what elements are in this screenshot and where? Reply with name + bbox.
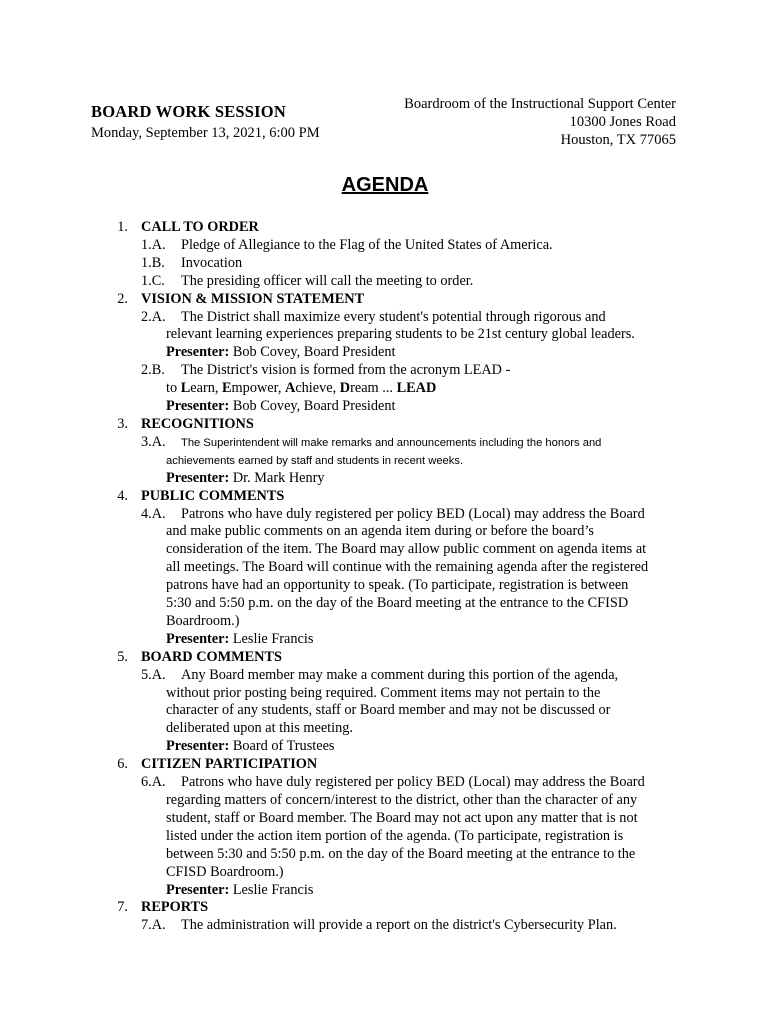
subitem-text: The Superintendent will make remarks and announcements including the honors and — [181, 436, 602, 449]
subitem-label: 6.A. — [141, 774, 166, 791]
meeting-title: BOARD WORK SESSION — [91, 102, 286, 121]
subitem-text: The District shall maximize every student's potential through rigorous and — [181, 308, 606, 325]
subitem-label: 3.A. — [141, 433, 166, 450]
agenda-subitem — [141, 506, 690, 649]
subitem-line — [141, 792, 690, 810]
item-heading: RECOGNITIONS — [141, 415, 254, 432]
subitem-label: 7.A. — [141, 917, 166, 934]
presenter-label: Presenter: — [166, 344, 230, 361]
item-heading: PUBLIC COMMENTS — [141, 487, 285, 504]
subitem-line — [141, 255, 690, 273]
agenda-subitem — [141, 667, 690, 757]
subitem-line — [141, 523, 690, 541]
presenter-label: Presenter: — [166, 738, 230, 755]
acronym-prefix: to — [166, 380, 181, 397]
subitem-line — [141, 309, 690, 327]
subitem-text: character of any students, staff or Board member and may not be discussed or — [166, 702, 611, 719]
acronym-letter: E — [222, 380, 232, 397]
agenda-subitem — [141, 309, 690, 363]
subitem-text: deliberated upon at this meeting. — [166, 720, 353, 737]
meeting-date: Monday, September 13, 2021, 6:00 PM — [91, 125, 320, 141]
presenter-label: Presenter: — [166, 398, 230, 415]
subitem-text: between 5:30 and 5:50 p.m. on the day of the Board meeting at the entrance to the — [166, 845, 636, 862]
item-heading: CALL TO ORDER — [141, 219, 259, 235]
location-line: Boardroom of the Instructional Support Center — [404, 96, 676, 112]
subitem-line — [141, 541, 690, 559]
presenter-label: Presenter: — [166, 881, 230, 898]
acronym-word-lead: LEAD — [396, 380, 437, 397]
acronym-letter: D — [339, 380, 351, 397]
meeting-location — [404, 95, 676, 149]
subitem-label: 5.A. — [141, 666, 166, 683]
subitem-label: 1.A. — [141, 236, 166, 253]
subitem-line — [141, 667, 690, 685]
subitem-line — [141, 685, 690, 703]
presenter-line — [141, 398, 690, 416]
presenter-line — [141, 631, 690, 649]
meeting-header — [91, 102, 320, 143]
agenda-item — [110, 291, 690, 416]
presenter-name: Dr. Mark Henry — [232, 469, 325, 486]
agenda-item — [110, 649, 690, 756]
acronym-line — [141, 380, 690, 398]
presenter-label: Presenter: — [166, 630, 230, 647]
presenter-name: Board of Trustees — [232, 738, 335, 755]
subitem-line — [141, 434, 690, 452]
subitem-text: The District's vision is formed from the acronym LEAD - — [181, 362, 511, 379]
agenda-item — [110, 756, 690, 899]
item-number: 4. — [117, 487, 128, 504]
item-number: 5. — [117, 648, 128, 665]
subitem-text: relevant learning experiences preparing students to be 21st century global leaders. — [166, 326, 635, 343]
agenda-item — [110, 416, 690, 488]
agenda-subitem — [141, 362, 690, 416]
subitem-text: CFISD Boardroom.) — [166, 863, 284, 880]
agenda-subitem — [141, 434, 690, 488]
item-number: 3. — [117, 415, 128, 432]
subitem-line — [141, 506, 690, 524]
subitem-line — [141, 774, 690, 792]
subitem-line — [141, 577, 690, 595]
subitem-line — [141, 846, 690, 864]
presenter-name: Leslie Francis — [232, 630, 314, 647]
location-line: 10300 Jones Road — [569, 114, 676, 130]
item-heading: VISION & MISSION STATEMENT — [141, 290, 365, 307]
subitem-label: 1.C. — [141, 272, 165, 289]
subitem-line — [141, 595, 690, 613]
subitem-text: regarding matters of concern/interest to the district, other than the character of any — [166, 792, 638, 808]
acronym-letter: L — [180, 380, 191, 397]
item-number: 7. — [117, 899, 128, 916]
subitem-text: achievements earned by staff and students in recent weeks. — [166, 454, 464, 467]
subitem-label: 2.A. — [141, 308, 166, 325]
agenda-item — [110, 899, 690, 935]
item-number: 2. — [117, 290, 128, 307]
subitem-line — [141, 273, 690, 291]
subitem-text: consideration of the item. The Board may allow public comment on agenda items at — [166, 541, 647, 558]
subitem-line — [141, 917, 690, 935]
location-line: Houston, TX 77065 — [560, 132, 676, 148]
subitem-text: Any Board member may make a comment during this portion of the agenda, — [181, 666, 619, 683]
subitem-text: Patrons who have duly registered per policy BED (Local) may address the Board — [181, 774, 645, 791]
subitem-line — [141, 613, 690, 631]
subitem-text: The administration will provide a report on the district's Cybersecurity Plan. — [181, 917, 617, 934]
item-heading: BOARD COMMENTS — [141, 648, 282, 665]
agenda-subitem — [141, 774, 690, 899]
subitem-line — [141, 810, 690, 828]
subitem-line — [141, 702, 690, 720]
acronym-word: earn, — [190, 380, 222, 397]
item-heading: CITIZEN PARTICIPATION — [141, 756, 318, 773]
subitem-text: all meetings. The Board will continue with the remaining agenda after the registered — [166, 559, 649, 576]
subitem-label: 4.A. — [141, 505, 166, 522]
subitem-line — [141, 559, 690, 577]
subitem-line — [141, 828, 690, 846]
subitem-text: The presiding officer will call the meeting to order. — [181, 272, 474, 289]
presenter-line — [141, 882, 690, 900]
agenda-subitem — [141, 237, 690, 255]
subitem-text: student, staff or Board member. The Board may not act upon any matter that is not — [166, 809, 638, 826]
subitem-line — [141, 720, 690, 738]
agenda-subitem — [141, 255, 690, 273]
presenter-line — [141, 738, 690, 756]
subitem-line — [141, 326, 690, 344]
presenter-name: Bob Covey, Board President — [232, 398, 396, 415]
agenda-item — [110, 219, 690, 291]
subitem-text: without prior posting being required. Comment items may not pertain to the — [166, 684, 601, 701]
agenda-items — [110, 219, 690, 935]
presenter-name: Bob Covey, Board President — [232, 344, 396, 361]
subitem-line — [141, 237, 690, 255]
subitem-text: Patrons who have duly registered per policy BED (Local) may address the Board — [181, 505, 645, 522]
acronym-word: ream ... — [350, 380, 397, 397]
presenter-label: Presenter: — [166, 469, 230, 486]
agenda-subitem — [141, 917, 690, 935]
acronym-word: mpower, — [231, 380, 285, 397]
subitem-text: patrons have had an opportunity to speak. (To participate, registration is between — [166, 577, 629, 594]
subitem-line — [141, 362, 690, 380]
subitem-text: Boardroom.) — [166, 612, 240, 629]
item-heading: REPORTS — [141, 899, 209, 916]
acronym-word: chieve, — [295, 380, 340, 397]
subitem-text: listed under the action item portion of the agenda. (To participate, registration is — [166, 827, 624, 844]
subitem-line — [141, 452, 690, 470]
subitem-line — [141, 864, 690, 882]
agenda-item — [110, 488, 690, 649]
agenda-subitem — [141, 273, 690, 291]
subitem-text: Pledge of Allegiance to the Flag of the United States of America. — [181, 236, 553, 253]
subitem-label: 2.B. — [141, 362, 165, 379]
acronym-letter: A — [284, 380, 296, 397]
presenter-line — [141, 470, 690, 488]
subitem-label: 1.B. — [141, 254, 165, 271]
item-number: 1. — [117, 219, 128, 235]
item-number: 6. — [117, 756, 128, 773]
subitem-text: and make public comments on an agenda item during or before the board’s — [166, 523, 594, 540]
agenda-title: AGENDA — [341, 174, 429, 196]
subitem-text: 5:30 and 5:50 p.m. on the day of the Board meeting at the entrance to the CFISD — [166, 595, 629, 612]
presenter-line — [141, 344, 690, 362]
subitem-text: Invocation — [181, 254, 243, 271]
presenter-name: Leslie Francis — [232, 881, 314, 898]
